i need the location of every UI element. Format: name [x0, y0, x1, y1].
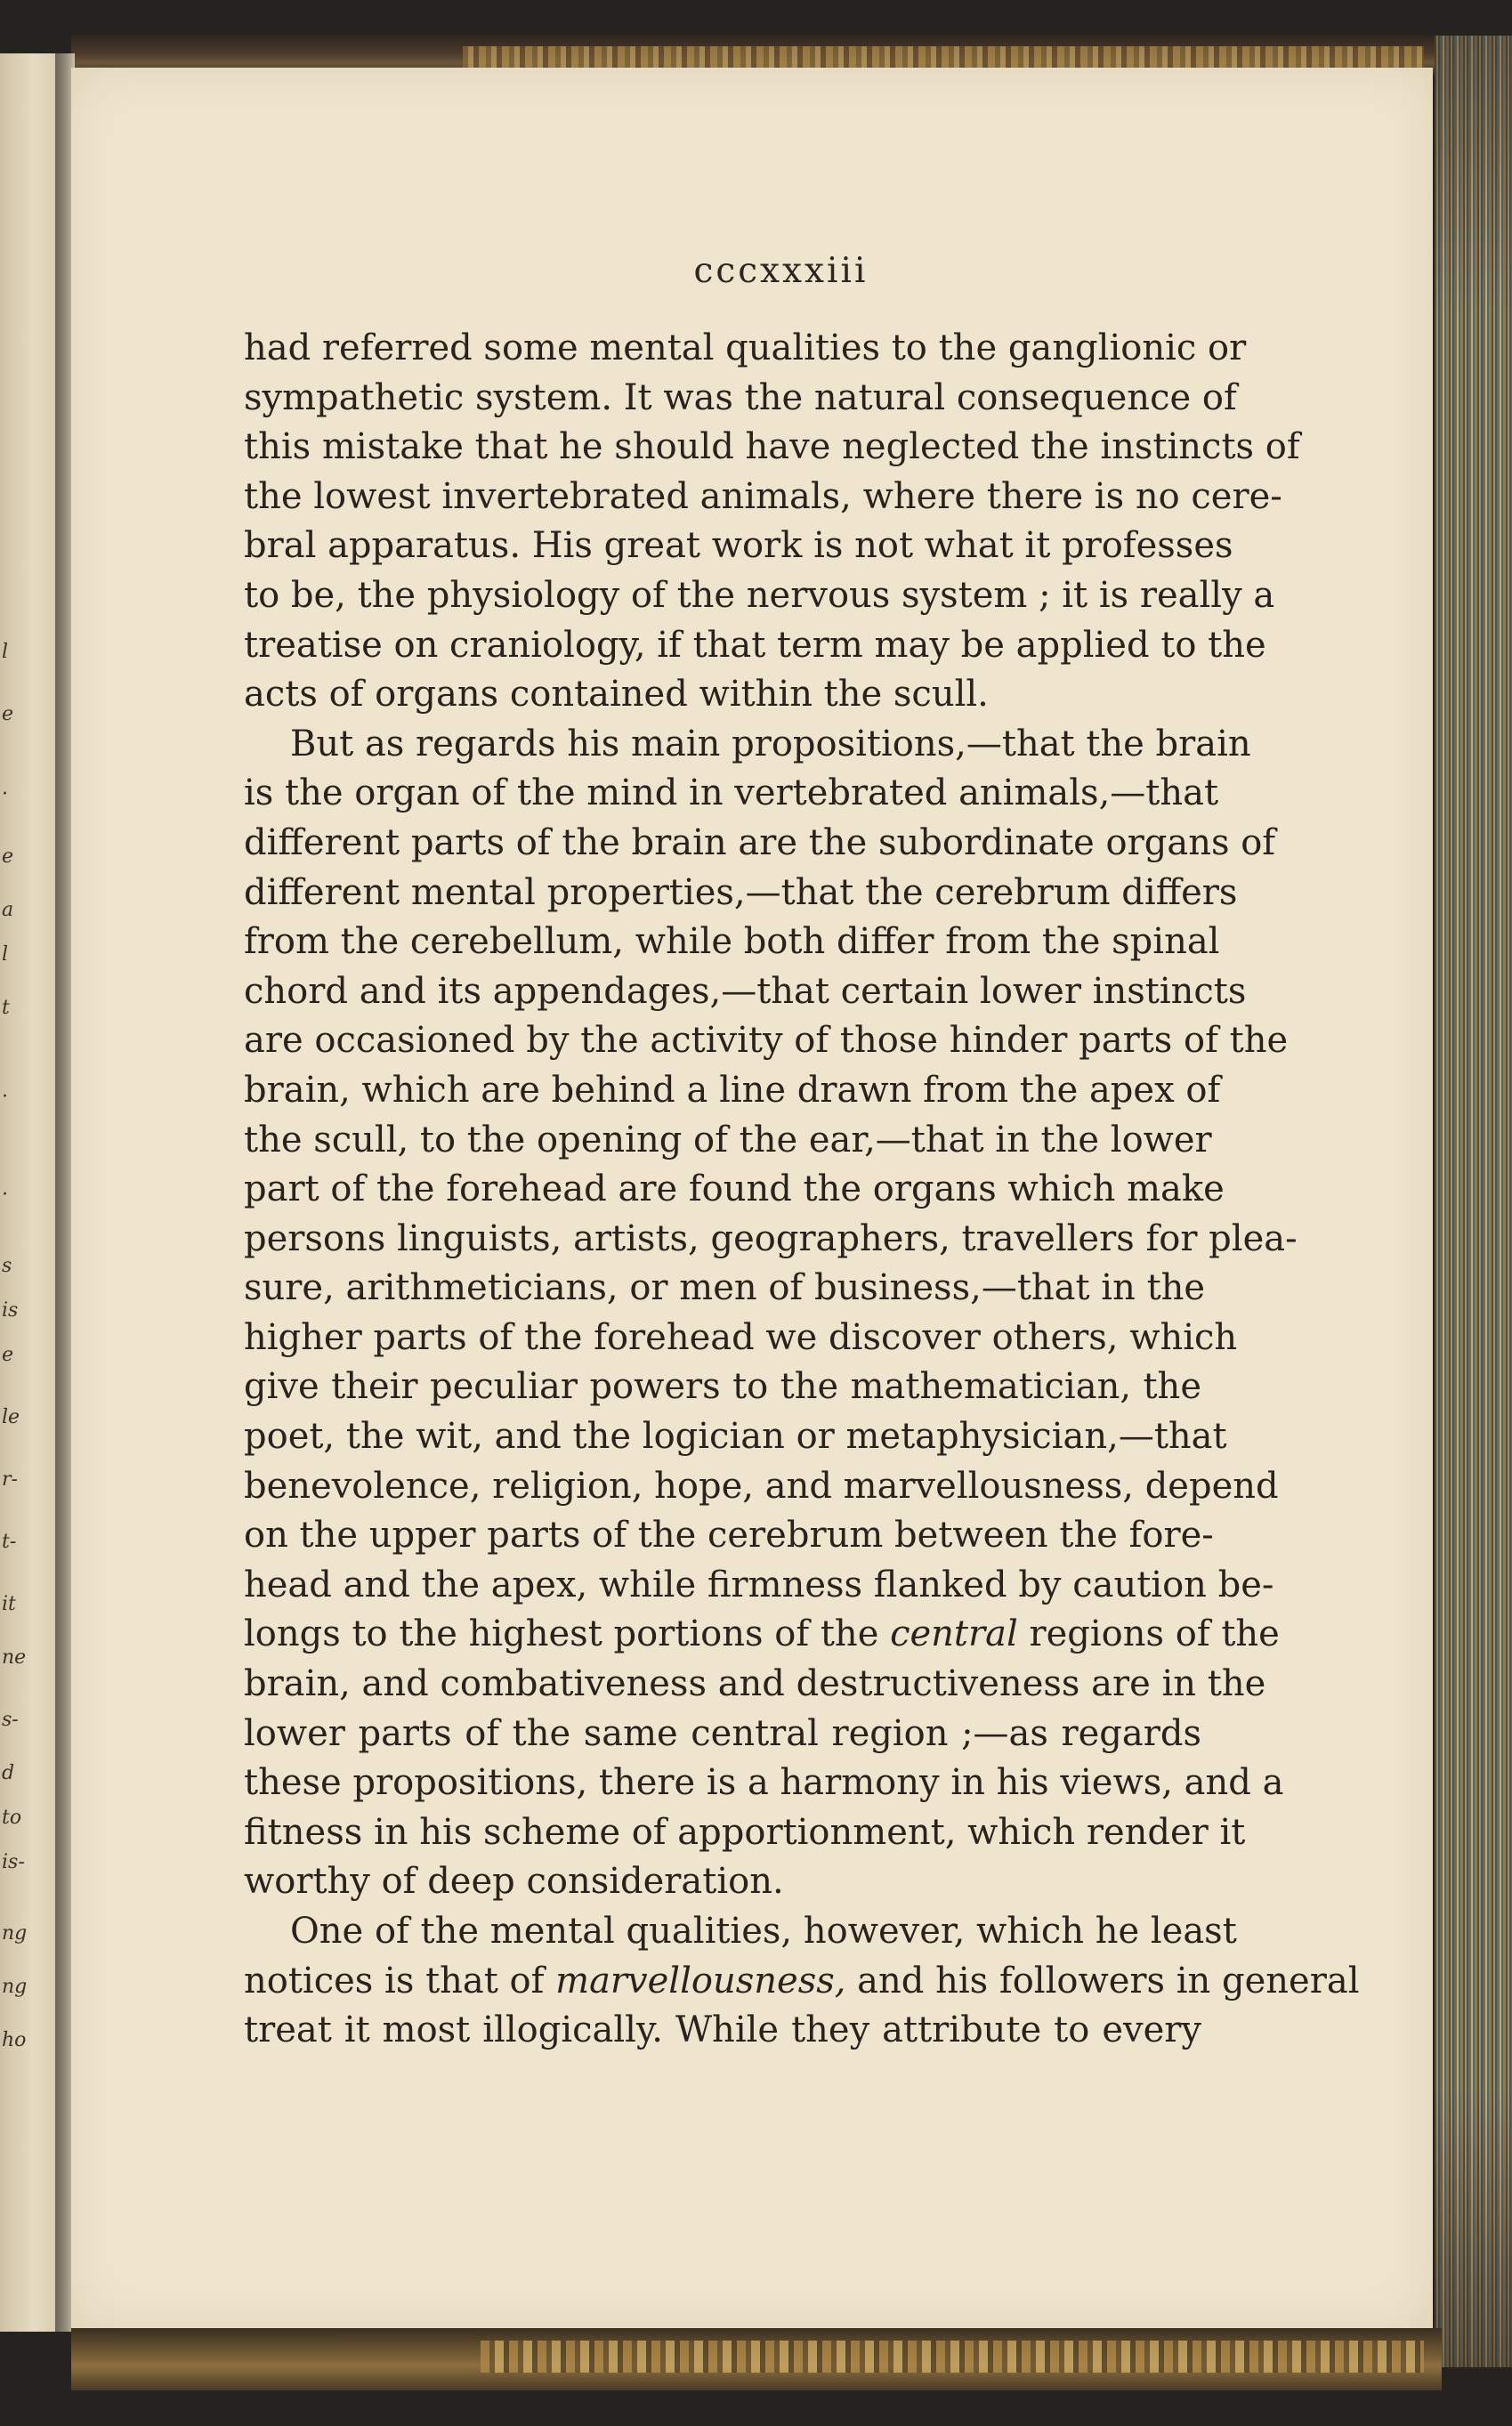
- facing-page-fragment: is-: [2, 1851, 25, 1873]
- text-line: [244, 1957, 1360, 2007]
- text-run: notices is that of: [244, 1960, 556, 2001]
- facing-page-fragment: a: [2, 899, 14, 921]
- text-line: the lowest invertebrated animals, where there is no cere-: [244, 475, 1282, 517]
- text-line: is the organ of the mind in vertebrated animals,—that: [244, 772, 1219, 814]
- bottom-gilt-edge: [481, 2341, 1424, 2373]
- facing-page-fragment: e: [2, 845, 14, 868]
- facing-page-fragment: le: [2, 1406, 20, 1428]
- text-line: part of the forehead are found the organs which make: [244, 1169, 1225, 1210]
- text-line: treat it most illogically. While they attribute to every: [244, 2010, 1201, 2051]
- text-line: worthy of deep consideration.: [244, 1861, 784, 1903]
- italic-word: central: [890, 1613, 1018, 1655]
- top-gilt-edge: [463, 46, 1424, 69]
- text-run: and his followers in general: [845, 1960, 1360, 2001]
- facing-page-fragment: e: [2, 703, 14, 725]
- facing-page-fragment: ho: [2, 2029, 27, 2051]
- text-line: brain, and combativeness and destructiveness are in the: [244, 1663, 1266, 1705]
- text-line: higher parts of the forehead we discover others, which: [244, 1316, 1238, 1358]
- text-run: regions of the: [1017, 1613, 1280, 1655]
- text-line: bral apparatus. His great work is not what it professes: [244, 525, 1233, 567]
- fore-edge-shadow: [1435, 36, 1512, 2367]
- facing-page-fragment: it: [2, 1593, 16, 1615]
- facing-page-fragment: ne: [2, 1646, 27, 1669]
- text-line: this mistake that he should have neglected the instincts of: [244, 426, 1300, 468]
- text-line: are occasioned by the activity of those hinder parts of the: [244, 1020, 1289, 1062]
- facing-page-fragment: l: [2, 641, 9, 663]
- text-line: brain, which are behind a line drawn from the apex of: [244, 1069, 1221, 1111]
- text-line: lower parts of the same central region ;—as regards: [244, 1712, 1201, 1754]
- facing-page-text-fragments: [0, 53, 36, 2332]
- facing-page-fragment: ng: [2, 1976, 28, 1998]
- facing-page-fragment: ·: [2, 1184, 8, 1206]
- text-line: give their peculiar powers to the mathematician, the: [244, 1366, 1201, 1408]
- italic-word: marvellousness,: [555, 1960, 846, 2001]
- text-line: chord and its appendages,—that certain lower instincts: [244, 970, 1247, 1012]
- facing-page-fragment: d: [2, 1762, 15, 1784]
- text-line: different mental properties,—that the cerebrum differs: [244, 871, 1238, 913]
- facing-page-fragment: to: [2, 1807, 22, 1829]
- text-line: One of the mental qualities, however, which he least: [290, 1911, 1237, 1952]
- text-line: persons linguists, artists, geographers, travellers for plea-: [244, 1217, 1298, 1259]
- facing-page-fragment: ·: [2, 783, 8, 805]
- text-run: longs to the highest portions of the: [244, 1613, 891, 1655]
- facing-page-fragment: l: [2, 943, 9, 966]
- page-number: cccxxxiii: [693, 251, 869, 291]
- text-line: fitness in his scheme of apportionment, which render it: [244, 1811, 1246, 1853]
- text-line: sure, arithmeticians, or men of business,—that in the: [244, 1267, 1206, 1309]
- text-line: sympathetic system. It was the natural consequence of: [244, 376, 1237, 418]
- text-line: [244, 1610, 1280, 1660]
- text-line: had referred some mental qualities to the ganglionic or: [244, 328, 1247, 368]
- text-line: these propositions, there is a harmony in his views, and a: [244, 1762, 1284, 1804]
- facing-page-fragment: ·: [2, 1086, 8, 1108]
- facing-page-fragment: is: [2, 1299, 19, 1322]
- text-line: benevolence, religion, hope, and marvellousness, depend: [244, 1465, 1279, 1507]
- text-line: to be, the physiology of the nervous system ; it is really a: [244, 574, 1275, 616]
- text-line: poet, the wit, and the logician or metaphysician,—that: [244, 1416, 1227, 1458]
- facing-page-fragment: e: [2, 1344, 14, 1366]
- text-line: But as regards his main propositions,—that the brain: [290, 723, 1251, 764]
- text-line: different parts of the brain are the subordinate organs of: [244, 821, 1276, 863]
- body-text: [244, 324, 1360, 2056]
- facing-page-fragment: t-: [2, 1531, 17, 1553]
- text-line: head and the apex, while firmness flanked by caution be-: [244, 1564, 1274, 1605]
- facing-page-fragment: s: [2, 1255, 12, 1277]
- text-line: acts of organs contained within the scull.: [244, 674, 989, 716]
- facing-page-fragment: r-: [2, 1468, 18, 1491]
- facing-page-fragment: ng: [2, 1922, 28, 1945]
- facing-page-fragment: s-: [2, 1709, 19, 1731]
- text-line: the scull, to the opening of the ear,—that in the lower: [244, 1119, 1212, 1160]
- facing-page-fragment: t: [2, 997, 10, 1019]
- text-line: on the upper parts of the cerebrum between the fore-: [244, 1515, 1214, 1557]
- text-line: treatise on craniology, if that term may be applied to the: [244, 624, 1266, 666]
- text-line: from the cerebellum, while both differ from the spinal: [244, 921, 1220, 963]
